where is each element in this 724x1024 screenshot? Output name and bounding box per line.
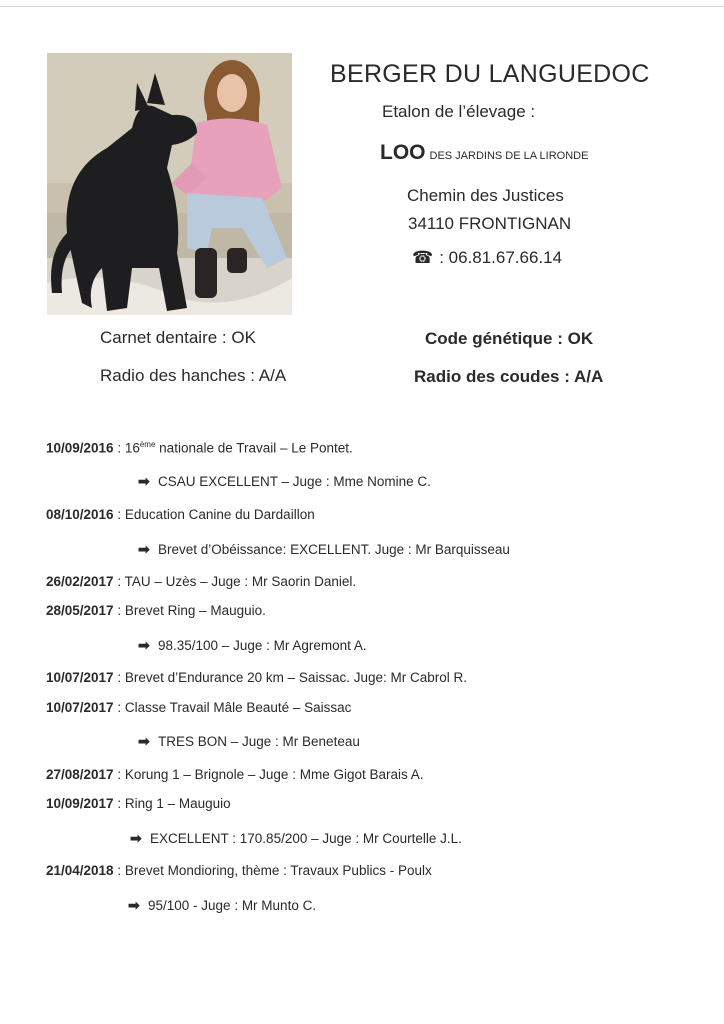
scan-edge-line — [0, 6, 724, 7]
result-date: 26/02/2017 — [46, 574, 114, 589]
arrow-right-icon: ➡ — [138, 473, 150, 489]
result-text: nationale de Travail – Le Pontet. — [155, 440, 353, 456]
arrow-right-icon: ➡ — [128, 897, 140, 913]
result-text: : Korung 1 – Brignole – Juge : Mme Gigot Barais A. — [113, 767, 424, 782]
result-detail-text: EXCELLENT : 170.85/200 – Juge : Mr Courtelle J.L. — [150, 831, 462, 846]
result-text: : Brevet Mondioring, thème : Travaux Publics - Poulx — [113, 863, 432, 878]
stud-subtitle: Etalon de l’élevage : — [382, 102, 536, 121]
result-entry — [46, 507, 315, 522]
arrow-right-icon: ➡ — [138, 637, 150, 653]
dental-check: Carnet dentaire : OK — [100, 328, 256, 347]
elbows-xray: Radio des coudes : A/A — [414, 367, 604, 386]
photo-illustration — [47, 53, 292, 315]
dog-name-suffix: DES JARDINS DE LA LIRONDE — [429, 150, 589, 162]
result-date: 27/08/2017 — [46, 767, 114, 782]
address-line-2: 34110 FRONTIGNAN — [408, 214, 572, 233]
result-detail-text: 98.35/100 – Juge : Mr Agremont A. — [158, 638, 367, 653]
result-text: : Classe Travail Mâle Beauté – Saissac — [113, 700, 352, 715]
address-line-1: Chemin des Justices — [407, 186, 564, 205]
result-entry — [46, 863, 432, 878]
dog-name-line — [380, 141, 588, 165]
result-text: : Brevet d’Endurance 20 km – Saissac. Juge: Mr Cabrol R. — [113, 670, 467, 685]
result-entry — [46, 574, 356, 589]
hips-xray: Radio des hanches : A/A — [100, 366, 287, 385]
page-title: BERGER DU LANGUEDOC — [330, 60, 650, 88]
result-detail-text: TRES BON – Juge : Mr Beneteau — [158, 734, 360, 749]
result-entry — [46, 440, 353, 456]
genetic-check: Code génétique : OK — [425, 329, 594, 348]
result-date: 10/09/2016 — [46, 440, 114, 456]
dog-name: LOO — [380, 141, 426, 164]
result-date: 28/05/2017 — [46, 603, 114, 618]
result-detail-text: 95/100 - Juge : Mr Munto C. — [148, 898, 317, 913]
result-detail-text: Brevet d’Obéissance: EXCELLENT. Juge : Mr Barquisseau — [158, 542, 510, 557]
result-detail — [138, 637, 367, 654]
result-superscript: ème — [139, 440, 156, 449]
result-entry — [46, 603, 266, 618]
result-detail — [138, 473, 431, 490]
result-text: : TAU – Uzès – Juge : Mr Saorin Daniel. — [113, 574, 357, 589]
result-text: : Education Canine du Dardaillon — [113, 507, 315, 522]
result-text: : Ring 1 – Mauguio — [113, 796, 231, 811]
dog-with-woman-photo — [47, 53, 292, 315]
result-detail — [138, 733, 360, 750]
result-date: 10/07/2017 — [46, 700, 114, 715]
telephone-icon: ☎ — [412, 248, 434, 267]
result-detail — [128, 897, 316, 914]
result-detail — [138, 541, 510, 558]
result-text: : 16 — [113, 440, 140, 456]
result-detail — [130, 830, 462, 847]
result-entry — [46, 670, 467, 685]
result-entry — [46, 700, 351, 715]
phone-number: : 06.81.67.66.14 — [439, 248, 563, 267]
arrow-right-icon: ➡ — [130, 830, 142, 846]
arrow-right-icon: ➡ — [138, 733, 150, 749]
result-date: 10/07/2017 — [46, 670, 114, 685]
result-date: 10/09/2017 — [46, 796, 114, 811]
result-entry — [46, 796, 231, 811]
result-text: : Brevet Ring – Mauguio. — [113, 603, 266, 618]
result-date: 21/04/2018 — [46, 863, 114, 878]
arrow-right-icon: ➡ — [138, 541, 150, 557]
phone-line — [412, 248, 562, 268]
result-detail-text: CSAU EXCELLENT – Juge : Mme Nomine C. — [158, 474, 431, 489]
result-date: 08/10/2016 — [46, 507, 114, 522]
result-entry — [46, 767, 424, 782]
